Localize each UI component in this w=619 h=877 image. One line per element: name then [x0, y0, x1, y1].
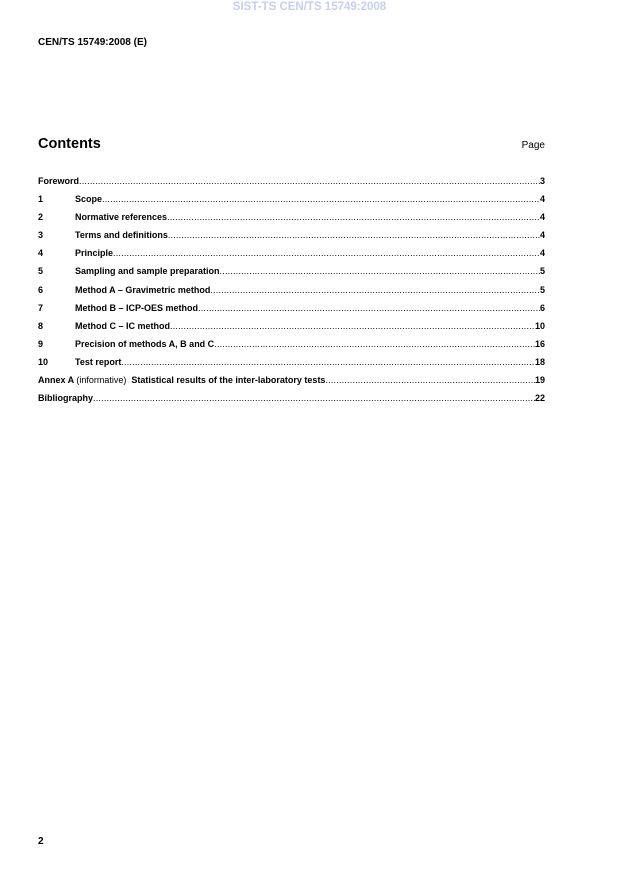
- toc-entry-principle[interactable]: [38, 247, 545, 265]
- toc-dot-leader: [121, 356, 535, 368]
- toc-entry-sampling[interactable]: [38, 265, 545, 283]
- page-number: 2: [38, 836, 44, 847]
- toc-dot-leader: [170, 320, 535, 332]
- toc-entry-page: 18: [534, 356, 545, 367]
- toc-entry-page: 19: [534, 375, 545, 386]
- toc-entry-page: 5: [539, 266, 545, 277]
- toc-entry-number: 8: [38, 320, 44, 331]
- annex-type: (informative): [76, 375, 127, 386]
- toc-entry-page: 4: [539, 194, 545, 205]
- toc-entry-title: Foreword: [38, 176, 80, 186]
- toc-entry-method-c[interactable]: [38, 320, 545, 338]
- toc-dot-leader: [220, 265, 540, 277]
- toc-entry-title: Method C – IC method: [75, 320, 170, 331]
- toc-entry-number: 2: [38, 212, 44, 223]
- toc-entry-title: Normative references: [75, 212, 168, 223]
- toc-dot-leader: [210, 284, 540, 296]
- toc-annex-title: [38, 374, 325, 386]
- toc-entry-number: 9: [38, 338, 44, 349]
- toc-entry-number: 3: [38, 230, 44, 241]
- toc-entry-page: 4: [539, 248, 545, 259]
- toc-entry-page: 4: [539, 230, 545, 241]
- toc-entry-title: Test report: [75, 356, 122, 367]
- toc-entry-page: 22: [534, 393, 545, 404]
- toc-entry-annex-a[interactable]: [38, 374, 545, 392]
- toc-dot-leader: [113, 247, 540, 259]
- toc-dot-leader: [325, 374, 535, 386]
- toc-entry-title: Bibliography: [38, 393, 94, 404]
- toc-entry-terms-and-definitions[interactable]: [38, 229, 545, 247]
- toc-dot-leader: [93, 392, 535, 404]
- toc-entry-bibliography[interactable]: [38, 392, 545, 410]
- toc-entry-page: 3: [539, 176, 545, 186]
- toc-entry-title: Terms and definitions: [75, 230, 168, 241]
- toc-dot-leader: [168, 229, 540, 241]
- toc-entry-precision[interactable]: [38, 338, 545, 356]
- watermark: SIST-TS CEN/TS 15749:2008: [232, 1, 387, 13]
- toc-entry-number: 6: [38, 284, 44, 295]
- toc-entry-number: 4: [38, 248, 44, 259]
- toc-dot-leader: [102, 193, 540, 205]
- toc-dot-leader: [214, 338, 535, 350]
- toc-dot-leader: [167, 211, 540, 223]
- toc-entry-page: 10: [534, 320, 545, 331]
- toc-entry-title: Method B – ICP-OES method: [75, 302, 199, 313]
- toc-entry-number: 1: [38, 194, 44, 205]
- toc-entry-title: Method A – Gravimetric method: [75, 284, 211, 295]
- toc-entry-foreword[interactable]: [38, 175, 545, 193]
- toc-entry-page: 5: [539, 284, 545, 295]
- toc-entry-title: Sampling and sample preparation: [75, 266, 220, 277]
- document-id: CEN/TS 15749:2008 (E): [38, 37, 147, 48]
- table-of-contents: [38, 175, 545, 410]
- toc-entry-page: 4: [539, 212, 545, 223]
- annex-title: Statistical results of the inter-laboratory tests: [131, 375, 326, 386]
- toc-entry-page: 6: [539, 302, 545, 313]
- annex-label: Annex A: [38, 375, 74, 386]
- toc-entry-number: 5: [38, 266, 44, 277]
- toc-entry-scope[interactable]: [38, 193, 545, 211]
- toc-entry-method-a[interactable]: [38, 284, 545, 302]
- toc-entry-title: Scope: [75, 194, 103, 205]
- toc-entry-normative-references[interactable]: [38, 211, 545, 229]
- toc-entry-method-b[interactable]: [38, 302, 545, 320]
- toc-entry-number: 7: [38, 302, 44, 313]
- toc-entry-number: 10: [38, 356, 49, 367]
- contents-title: Contents: [38, 136, 101, 152]
- page-column-label: Page: [521, 140, 545, 151]
- toc-entry-title: Principle: [75, 248, 114, 259]
- toc-entry-test-report[interactable]: [38, 356, 545, 374]
- toc-entry-title: Precision of methods A, B and C: [75, 338, 215, 349]
- toc-dot-leader: [79, 175, 540, 187]
- toc-entry-page: 16: [534, 338, 545, 349]
- toc-dot-leader: [198, 302, 540, 314]
